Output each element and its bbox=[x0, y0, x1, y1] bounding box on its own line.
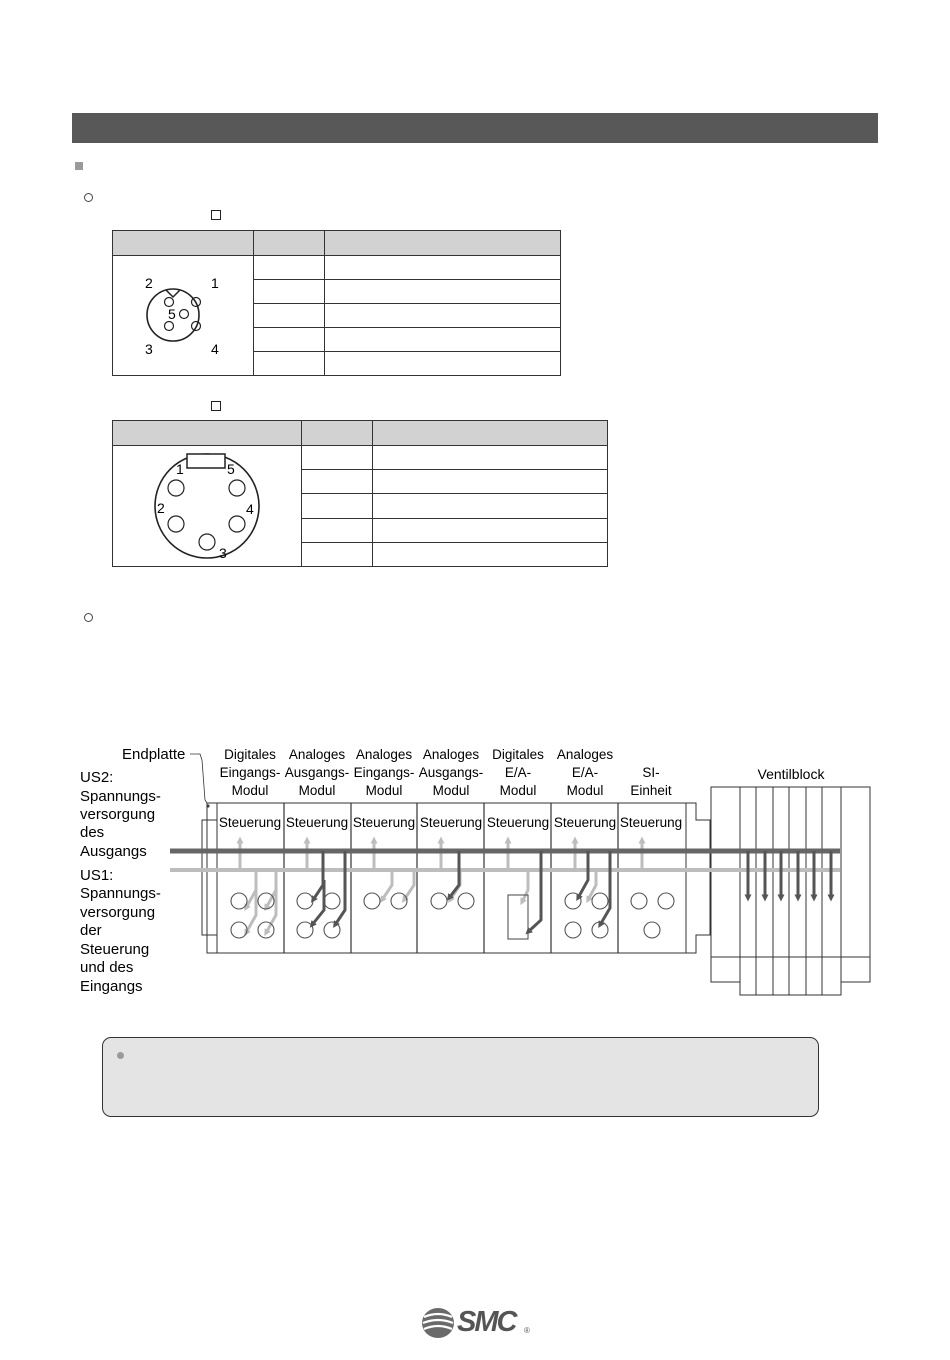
module-title: SI- bbox=[642, 765, 660, 780]
us1-label bbox=[80, 867, 161, 995]
ventilblock bbox=[711, 787, 870, 995]
svg-text:US2:: US2: bbox=[80, 769, 114, 786]
steuerung-label: Steuerung bbox=[553, 815, 617, 830]
connector-2-diagram-cell bbox=[113, 446, 302, 567]
svg-text:Eingangs: Eingangs bbox=[80, 978, 143, 995]
module-title: Analoges bbox=[422, 747, 480, 762]
m12-5pin-connector-icon bbox=[113, 257, 253, 375]
steuerung-label: Steuerung bbox=[419, 815, 483, 830]
pin-table-connector-1 bbox=[112, 230, 561, 376]
svg-text:des: des bbox=[80, 824, 105, 841]
module-title: Digitales bbox=[224, 747, 276, 762]
module-title: Eingangs- bbox=[353, 765, 415, 780]
circle-bullet-icon bbox=[84, 193, 93, 202]
module-title: E/A- bbox=[504, 765, 532, 780]
svg-text:versorgung: versorgung bbox=[80, 904, 156, 921]
steuerung-label: Steuerung bbox=[486, 815, 550, 830]
svg-text:US1:: US1: bbox=[80, 867, 114, 884]
svg-text:versorgung: versorgung bbox=[80, 806, 156, 823]
steuerung-label: Steuerung bbox=[218, 815, 282, 830]
table-header-row bbox=[113, 231, 561, 256]
ventilblock-label: Ventilblock bbox=[757, 766, 825, 782]
pin-label: 5 bbox=[168, 305, 176, 322]
note-box bbox=[102, 1037, 819, 1117]
svg-text:Spannungs-: Spannungs- bbox=[80, 788, 161, 805]
svg-text:der: der bbox=[80, 922, 102, 939]
pin-label: 3 bbox=[219, 545, 227, 561]
section-header-bar bbox=[72, 113, 878, 143]
pin-label: 2 bbox=[145, 274, 153, 291]
module-title: Ausgangs- bbox=[284, 765, 350, 780]
pin-label: 2 bbox=[157, 500, 165, 516]
svg-text:Spannungs-: Spannungs- bbox=[80, 885, 161, 902]
endplatte-label: Endplatte bbox=[122, 746, 186, 763]
steuerung-label: Steuerung bbox=[619, 815, 683, 830]
svg-text:und des: und des bbox=[80, 959, 134, 976]
svg-text:Steuerung: Steuerung bbox=[80, 941, 150, 958]
module-title: Analoges bbox=[288, 747, 346, 762]
us2-label bbox=[80, 769, 161, 860]
steuerung-label: Steuerung bbox=[285, 815, 349, 830]
square-bullet-icon bbox=[75, 162, 83, 170]
pin-table-connector-2 bbox=[112, 420, 608, 567]
module-title: Ausgangs- bbox=[418, 765, 484, 780]
module-title: Modul bbox=[231, 783, 269, 798]
note-bullet-icon bbox=[117, 1052, 124, 1059]
7-8in-5pin-connector-icon bbox=[113, 446, 301, 566]
steuerung-label: Steuerung bbox=[352, 815, 416, 830]
table-row bbox=[113, 256, 561, 280]
table-row bbox=[113, 446, 608, 470]
module-title: E/A- bbox=[571, 765, 599, 780]
power-supply-diagram bbox=[70, 740, 880, 1000]
endplatte-leader-line bbox=[190, 754, 207, 803]
pin-label: 3 bbox=[145, 340, 153, 357]
smc-logo-text: SMC bbox=[457, 1306, 516, 1338]
smc-logo-registered: ® bbox=[524, 1326, 530, 1335]
pin-label: 5 bbox=[227, 461, 235, 477]
module-title: Eingangs- bbox=[219, 765, 281, 780]
module-title: Modul bbox=[432, 783, 470, 798]
circle-bullet-icon bbox=[84, 613, 93, 622]
pin-label: 1 bbox=[176, 461, 184, 477]
module-title: Modul bbox=[365, 783, 403, 798]
checkbox-square-icon bbox=[211, 401, 221, 411]
module-title: Analoges bbox=[355, 747, 413, 762]
module-title: Einheit bbox=[630, 783, 672, 798]
module-title: Modul bbox=[499, 783, 537, 798]
pin-label: 1 bbox=[211, 274, 219, 291]
module-connectors bbox=[231, 893, 674, 939]
module-title: Analoges bbox=[556, 747, 614, 762]
module-title: Digitales bbox=[492, 747, 544, 762]
pin-label: 4 bbox=[211, 340, 219, 357]
connector-1-diagram-cell bbox=[113, 256, 254, 376]
svg-text:Ausgangs: Ausgangs bbox=[80, 843, 147, 860]
checkbox-square-icon bbox=[211, 210, 221, 220]
pin-label: 4 bbox=[246, 501, 254, 517]
table-header-row bbox=[113, 421, 608, 446]
module-title: Modul bbox=[566, 783, 604, 798]
module-title: Modul bbox=[298, 783, 336, 798]
